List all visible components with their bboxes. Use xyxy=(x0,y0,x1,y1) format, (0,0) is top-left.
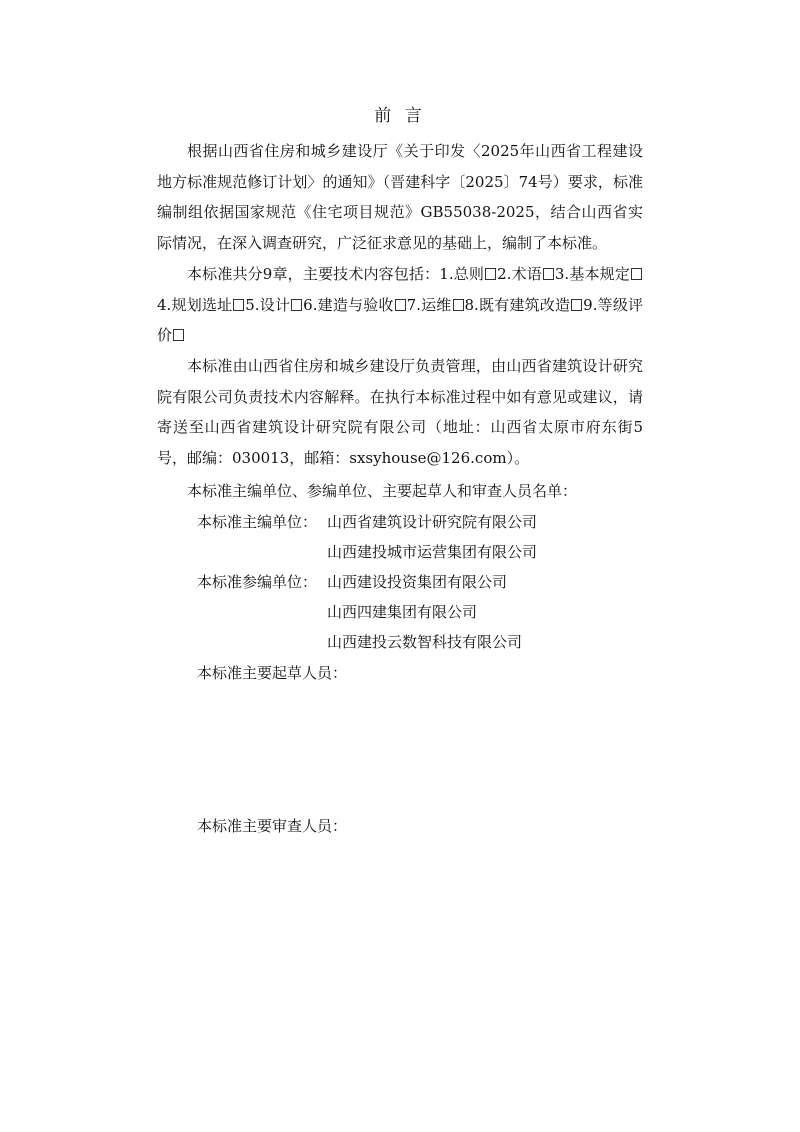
participating-unit-item: 山西四建集团有限公司 xyxy=(327,603,478,621)
paragraph-basis: 根据山西省住房和城乡建设厅《关于印发〈2025年山西省工程建设地方标准规范修订计划〉的通知》（晋建科字〔2025〕74号）要求，标准编制组依据国家规范《住宅项目规范》GB55038-2025，结合山西省实际情况，在深入调查研究，广泛征求意见的基础上，编制了本标准。 xyxy=(157,142,643,252)
separator-box-icon xyxy=(395,299,406,311)
paragraph-management: 本标准由山西省住房和城乡建设厅负责管理，由山西省建筑设计研究院有限公司负责技术内容解释。在执行本标准过程中如有意见或建议，请寄送至山西省建筑设计研究院有限公司（地址：山西省太原市府东街5号，邮编：030013，邮箱：sxsyhouse@126.com）。 xyxy=(157,357,643,467)
page-title: 前 言 xyxy=(374,106,426,126)
separator-box-icon xyxy=(453,299,464,311)
chapter-item: 6.建造与验收 xyxy=(303,295,394,314)
participating-unit-item: 山西建投云数智科技有限公司 xyxy=(327,633,523,651)
chief-units-label: 本标准主编单位： xyxy=(197,513,318,531)
drafters-label: 本标准主要起草人员： xyxy=(197,664,348,682)
participating-unit-item: 山西建设投资集团有限公司 xyxy=(327,573,508,591)
paragraph-list-intro: 本标准主编单位、参编单位、主要起草人和审查人员名单： xyxy=(187,482,578,500)
separator-box-icon xyxy=(233,299,244,311)
chief-unit-item: 山西建投城市运营集团有限公司 xyxy=(327,543,538,561)
contents-intro: 本标准共分9章，主要技术内容包括： xyxy=(187,265,440,283)
chapter-item: 8.既有建筑改造 xyxy=(464,295,571,314)
separator-box-icon xyxy=(173,329,184,341)
chapter-item: 7.运维 xyxy=(406,295,452,314)
chapter-item: 2.术语 xyxy=(497,265,542,283)
chapter-item: 1.总则 xyxy=(439,265,485,283)
chapter-item: 3.基本规定 xyxy=(554,265,631,283)
separator-box-icon xyxy=(543,268,554,280)
participating-units-label: 本标准参编单位： xyxy=(197,573,318,591)
separator-box-icon xyxy=(571,299,582,311)
separator-box-icon xyxy=(291,299,302,311)
separator-box-icon xyxy=(485,268,496,280)
paragraph-contents xyxy=(157,259,643,351)
separator-box-icon xyxy=(631,268,642,280)
chapter-item: 4.规划选址 xyxy=(157,295,233,314)
chapter-item: 9.等级评价 xyxy=(157,295,644,344)
chapter-item: 5.设计 xyxy=(245,295,291,314)
reviewers-label: 本标准主要审查人员： xyxy=(197,817,348,835)
chief-unit-item: 山西省建筑设计研究院有限公司 xyxy=(327,513,538,531)
